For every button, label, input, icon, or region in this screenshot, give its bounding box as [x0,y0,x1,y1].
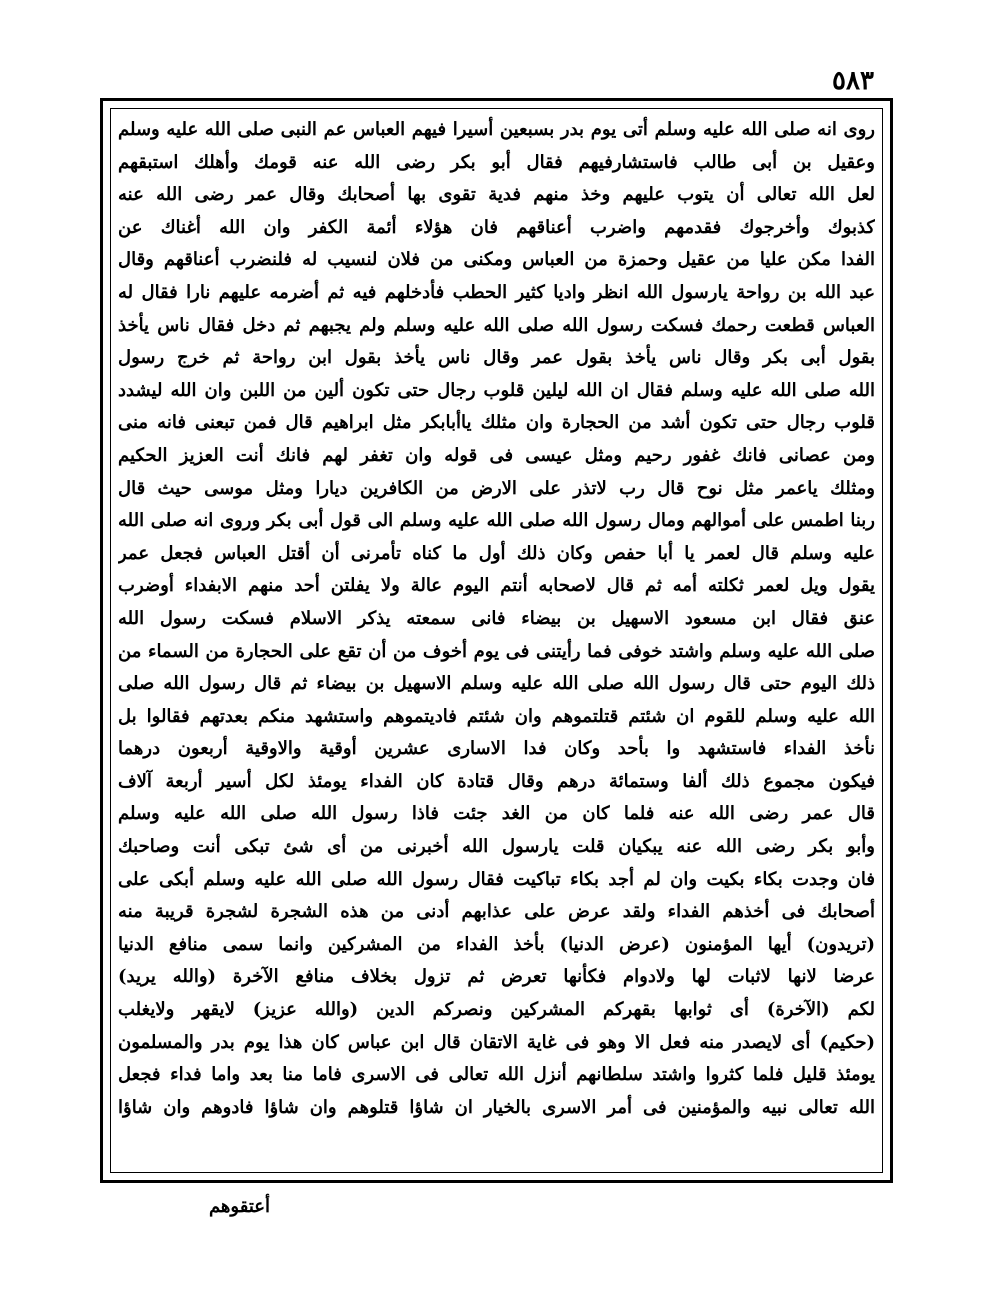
text-line: قال عمر رضى الله عنه فلما كان من الغد جئت فاذا رسول الله صلى الله عليه وسلم [118,803,875,825]
text-line: فيكون مجموع ذلك ألفا وستمائة درهم وقال قتادة كان الفداء يومئذ لكل أسير أربعة آلاف [118,770,875,792]
text-line: وعقيل بن أبى طالب فاستشارفيهم فقال أبو بكر رضى الله عنه قومك وأهلك استبقهم [118,151,875,173]
text-line: أصحابك فى أخذهم الفداء ولقد عرض على عذابهم أدنى من هذه الشجرة لشجرة قريبة منه [118,901,875,923]
text-line: لعل الله تعالى أن يتوب عليهم وخذ منهم فدية تقوى بها أصحابك وقال عمر رضى الله عنه [118,184,875,206]
text-line: لكم (الآخرة) أى ثوابها بقهركم المشركين ونصركم الدين (والله عزيز) لايقهر ولايغلب [118,999,875,1021]
text-line: عليه وسلم قال لعمر يا أبا حفص وكان ذلك أول ما كناه تأمرنى أن أقتل العباس فجعل عمر [118,542,875,564]
text-line: (حكيم) أى لايصدر منه فعل الا وهو فى غاية الاتقان قال ابن عباس كان هذا يوم بدر والمسلمون [118,1031,875,1053]
text-line: نأخذ الفداء فاستشهد وا بأحد وكان فدا الاسارى عشرين أوقية والاوقية أربعون درهما [118,738,875,760]
text-line: عبد الله بن رواحة يارسول الله انظر واديا كثير الحطب فأدخلهم فيه ثم أضرمه عليهم نارا فقال له [118,281,875,303]
text-line: الفدا مكن عليا من عقيل وحمزة من العباس ومكنى من فلان لنسيب له فلنضرب أعناقهم وقال [118,249,875,271]
text-line: الله عليه وسلم للقوم ان شئتم قتلتموهم وان شئتم فاديتموهم واستشهد منكم بعدتهم فقالوا بل [118,705,875,727]
text-line: بقول أبى بكر وقال ناس يأخذ بقول عمر وقال ناس يأخذ بقول ابن رواحة ثم خرج رسول [118,347,875,369]
text-line: قلوب رجال حتى تكون أشد من الحجارة وان مثلك ياأبابكر مثل ابراهيم قال فمن تبعنى فانه منى [118,412,875,434]
text-line: فان وجدت بكاء بكيت وان لم أجد بكاء تباكيت فقال رسول الله صلى الله عليه وسلم أبكى على [118,868,875,890]
text-line: (تريدون) أيها المؤمنون (عرض الدنيا) بأخذ الفداء من المشركين وانما سمى منافع الدنيا [118,933,875,955]
catchword: أعتقوهم [208,1196,270,1217]
text-line: عنق فقال ابن مسعود الاسهيل بن بيضاء فانى سمعته يذكر الاسلام فسكت رسول الله [118,607,875,629]
text-line: ومن عصانى فانك غفور رحيم ومثل عيسى فى قوله وان تغفر لهم فانك أنت العزيز الحكيم [118,444,875,466]
text-line: عرضا لانها لاثبات لها ولادوام فكأنها تعرض ثم تزول بخلاف منافع الآخرة (والله يريد) [118,966,875,988]
text-line: صلى الله عليه وسلم واشتد خوفى فما رأيتنى فى يوم أخوف من أن تقع على الحجارة من السماء من [118,640,875,662]
text-line: ذلك اليوم حتى قال رسول الله صلى الله عليه وسلم الاسهيل بن بيضاء ثم قال رسول الله صلى [118,673,875,695]
text-line: الله صلى الله عليه وسلم فقال ان الله ليلين قلوب رجال حتى تكون ألين من اللبن وان الله ليشدد [118,379,875,401]
text-line: كذبوك وأخرجوك فقدمهم واضرب أعناقهم فان هؤلاء أئمة الكفر وان الله أغناك عن [118,216,875,238]
text-line: الله تعالى نبيه والمؤمنين فى أمر الاسرى بالخيار ان شاؤا قتلوهم وان شاؤا فادوهم وان شاؤا [118,1096,875,1118]
page-number: ٥٨٣ [832,66,874,96]
text-line: العباس قطعت رحمك فسكت رسول الله صلى الله عليه وسلم ولم يجبهم ثم دخل فقال ناس يأخذ [118,314,875,336]
text-line: وأبو بكر رضى الله عنه يبكيان قلت يارسول الله أخبرنى من أى شئ تبكى أنت وصاحبك [118,836,875,858]
text-line: يقول ويل لعمر ثكلته أمه ثم قال لاصحابه أنتم اليوم عالة ولا يفلتن أحد منهم الابفداء أوضرب [118,575,875,597]
text-line: ومثلك ياعمر مثل نوح قال رب لاتذر على الارض من الكافرين ديارا ومثل موسى حيث قال [118,477,875,499]
text-line: يومئذ قليل فلما كثروا واشتد سلطانهم أنزل الله تعالى فى الاسرى فاما منا بعد واما فداء فجعل [118,1064,875,1086]
text-line: روى انه صلى الله عليه وسلم أتى يوم بدر بسبعين أسيرا فيهم العباس عم النبى صلى الله عليه وسلم [118,119,875,140]
text-line: ربنا اطمس على أموالهم ومال رسول الله صلى الله عليه وسلم الى قول أبى بكر وروى انه صلى الله [118,510,875,532]
text-block [118,114,875,1124]
